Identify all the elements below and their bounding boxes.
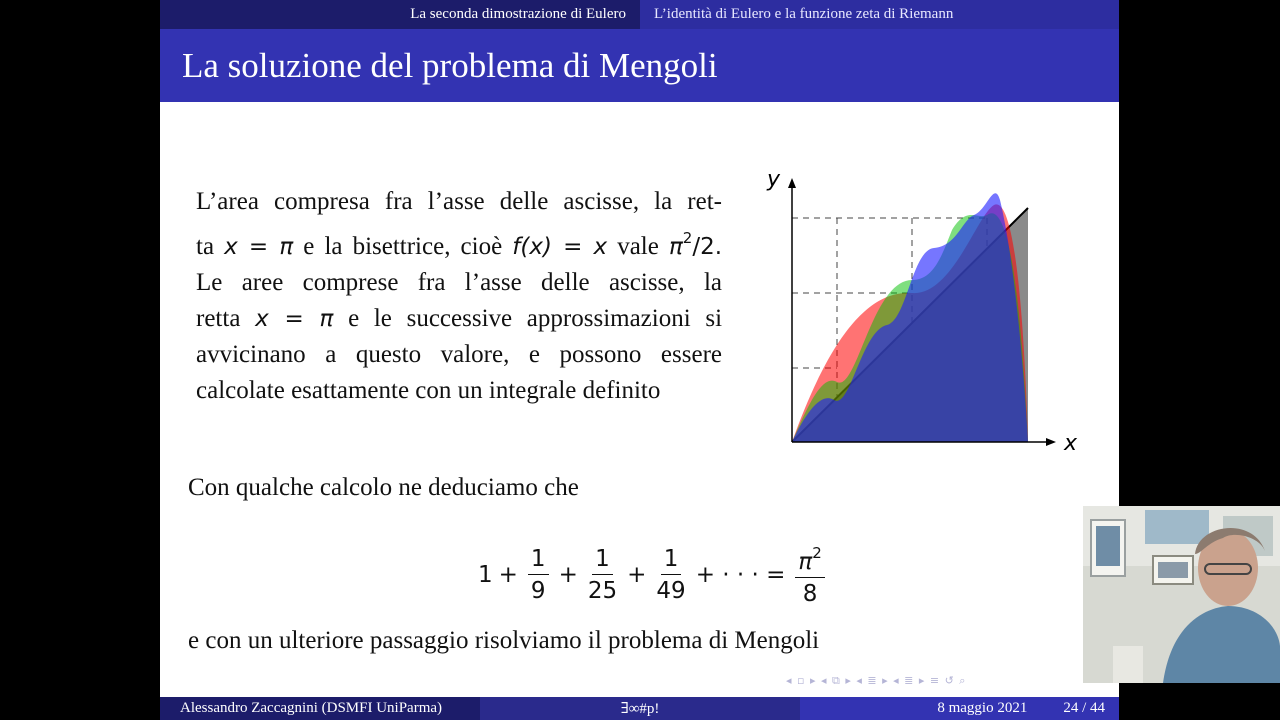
para-line-5: avvicinano a questo valore, e possono essere xyxy=(196,341,722,368)
formula-one: 1 xyxy=(478,562,493,588)
exponent: 2 xyxy=(812,543,822,562)
text-fragment: ta xyxy=(196,233,215,260)
fraction-one-ninth xyxy=(528,546,549,604)
pi-symbol: π xyxy=(798,548,813,575)
footer-date: 8 maggio 2021 xyxy=(937,700,1028,716)
fraction-pi-squared-over-eight xyxy=(795,544,824,607)
text-fragment: e le successive approssimazioni si xyxy=(348,305,723,332)
footer-short-title: ∃∞#p! xyxy=(480,697,800,720)
math-pi-squared-half xyxy=(668,229,723,260)
explanation-paragraph xyxy=(196,184,722,409)
denominator: 49 xyxy=(656,578,686,604)
denominator: 25 xyxy=(587,578,618,604)
text-fragment: retta xyxy=(196,305,241,332)
page-counter: 24 / 44 xyxy=(1063,700,1105,716)
y-axis-arrow-icon xyxy=(788,178,796,188)
footer-date-page xyxy=(800,697,1119,720)
approximation-blue xyxy=(792,193,1028,442)
footer-author: Alessandro Zaccagnini (DSMFI UniParma) xyxy=(160,697,480,720)
math-divide-two: /2. xyxy=(692,234,723,260)
y-axis-label: y xyxy=(767,167,781,192)
beamer-navigation-symbols[interactable]: ◂ ▫ ▸ ◂ ⧉ ▸ ◂ ≣ ▸ ◂ ≣ ▸ ≡ ↺ ⌕ xyxy=(786,674,967,687)
slide xyxy=(160,0,1119,720)
text-fragment: e la bisettrice, cioè xyxy=(303,233,503,260)
next-section-label: L’identità di Eulero e la funzione zeta di Riemann xyxy=(654,6,954,22)
numerator: 1 xyxy=(592,546,613,575)
conclusion-intro: Con qualche calcolo ne deduciamo che xyxy=(188,474,579,501)
math-exponent: 2 xyxy=(682,229,693,247)
fraction-one-49th xyxy=(656,546,685,604)
numerator xyxy=(795,544,824,578)
series-formula xyxy=(478,540,829,610)
frame-title xyxy=(160,29,1119,102)
numerator: 1 xyxy=(661,546,682,575)
x-axis-arrow-icon xyxy=(1046,438,1056,446)
para-line-3: Le aree comprese fra l’asse delle ascisse, la xyxy=(196,269,722,296)
plus-sign: + xyxy=(627,562,647,588)
conclusion-outro: e con un ulteriore passaggio risolviamo il problema di Mengoli xyxy=(188,627,820,654)
nav-next-section[interactable] xyxy=(640,0,1119,29)
para-line-1: L’area compresa fra l’asse delle ascisse, la ret- xyxy=(196,188,722,215)
webcam-picture xyxy=(1083,506,1280,683)
para-line-2 xyxy=(196,220,722,265)
frame-title-text: La soluzione del problema di Mengoli xyxy=(182,45,718,85)
denominator: 8 xyxy=(802,580,818,607)
current-section-label: La seconda dimostrazione di Eulero xyxy=(410,6,626,22)
para-line-6: calcolate esattamente con un integrale definito xyxy=(196,377,661,404)
text-fragment: vale xyxy=(617,233,659,260)
approximation-graph xyxy=(762,160,1082,460)
math-f-of-x: f(x) = x xyxy=(512,234,608,260)
x-axis-label: x xyxy=(1064,431,1078,456)
nav-current-section[interactable] xyxy=(160,0,640,29)
fraction-one-25th xyxy=(588,546,617,604)
math-x-equals-pi: x = π xyxy=(255,306,334,332)
webcam-video[interactable] xyxy=(1083,506,1280,683)
denominator: 9 xyxy=(530,578,546,604)
plus-sign: + xyxy=(498,562,518,588)
math-x-equals-pi: x = π xyxy=(224,234,294,260)
para-line-4 xyxy=(196,301,722,337)
ellipsis-equals: + · · · = xyxy=(695,562,786,588)
math-pi: π xyxy=(668,234,683,260)
section-navigation xyxy=(160,0,1119,29)
footer xyxy=(160,697,1119,720)
numerator: 1 xyxy=(528,546,549,575)
plus-sign: + xyxy=(558,562,578,588)
